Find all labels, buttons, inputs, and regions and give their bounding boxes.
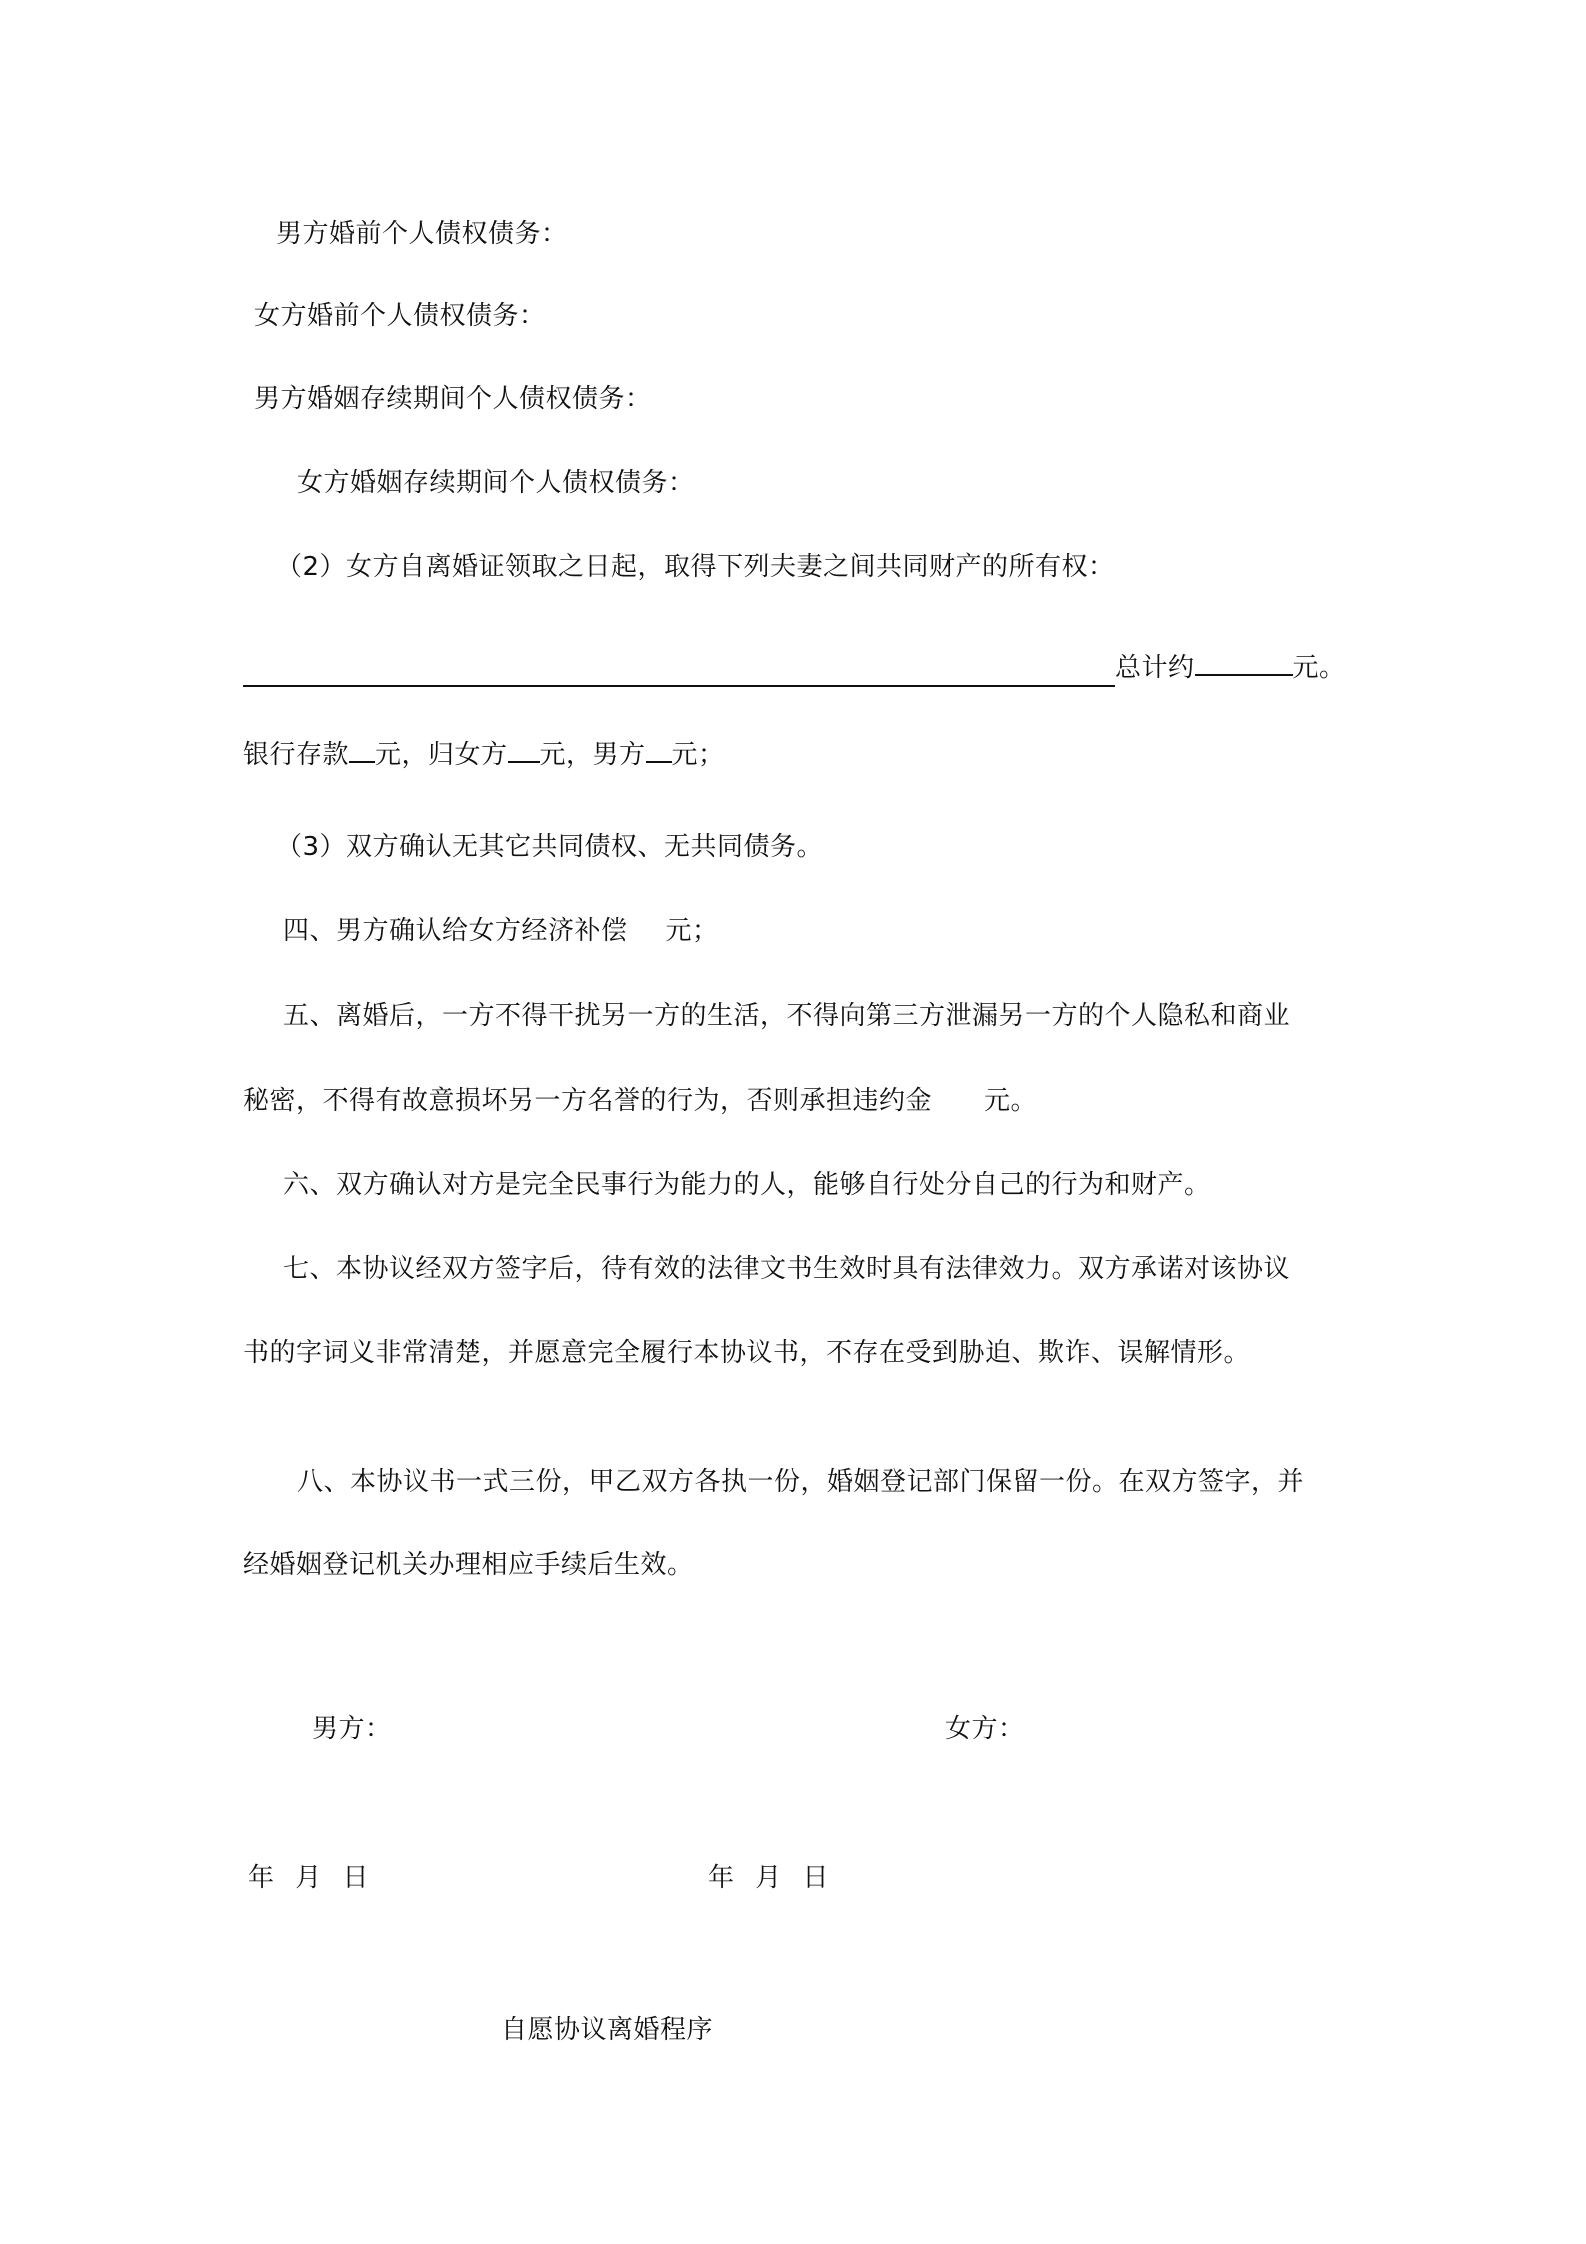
- female-signature-label: 女方：: [945, 1714, 1025, 1744]
- bank-deposit-unit3: 元；: [671, 740, 725, 770]
- next-section-title: 自愿协议离婚程序: [501, 2015, 714, 2045]
- total-label: 总计约: [1115, 653, 1195, 683]
- total-amount-blank: [1195, 648, 1293, 676]
- female-premarital-debts: 女方婚前个人债权债务：: [254, 301, 546, 331]
- male-premarital-debts: 男方婚前个人债权债务：: [276, 219, 568, 249]
- clause-5-unit: 元。: [984, 1086, 1038, 1116]
- total-unit: 元。: [1292, 653, 1346, 683]
- total-line: [1115, 648, 1346, 686]
- clause-2: （2）女方自离婚证领取之日起，取得下列夫妻之间共同财产的所有权：: [276, 552, 1115, 582]
- clause-8-line1: 八、本协议书一式三份，甲乙双方各执一份，婚姻登记部门保留一份。在双方签字，并: [297, 1467, 1305, 1497]
- male-marriage-debts: 男方婚姻存续期间个人债权债务：: [254, 384, 652, 414]
- clause-3: （3）双方确认无其它共同债权、无共同债务。: [276, 832, 824, 862]
- bank-deposit-blank: [349, 735, 375, 763]
- clause-8-line2: 经婚姻登记机关办理相应手续后生效。: [243, 1550, 694, 1580]
- clause-7-line2: 书的字词义非常清楚，并愿意完全履行本协议书，不存在受到胁迫、欺诈、误解情形。: [243, 1338, 1251, 1368]
- bank-deposit-label: 银行存款: [243, 740, 350, 770]
- female-marriage-debts: 女方婚姻存续期间个人债权债务：: [297, 468, 695, 498]
- bank-deposit-line: [243, 735, 725, 773]
- clause-5-line1: 五、离婚后，一方不得干扰另一方的生活，不得向第三方泄漏另一方的个人隐私和商业: [283, 1001, 1291, 1031]
- clause-4-text: 四、男方确认给女方经济补偿: [283, 916, 628, 946]
- bank-deposit-unit1: 元，归女方: [375, 740, 508, 770]
- male-share-blank: [646, 735, 672, 763]
- clause-7-line1: 七、本协议经双方签字后，待有效的法律文书生效时具有法律效力。双方承诺对该协议: [283, 1254, 1291, 1284]
- male-date: 年 月 日: [248, 1863, 370, 1893]
- clause-4-unit: 元；: [665, 916, 719, 946]
- clause-6: 六、双方确认对方是完全民事行为能力的人，能够自行处分自己的行为和财产。: [283, 1170, 1211, 1200]
- female-date: 年 月 日: [708, 1863, 830, 1893]
- clause-5-line2: [243, 1083, 1037, 1119]
- male-signature-label: 男方：: [312, 1714, 392, 1744]
- bank-deposit-unit2: 元，男方: [539, 740, 646, 770]
- property-list-blank: [243, 685, 1115, 687]
- female-share-blank: [508, 735, 540, 763]
- clause-4: [283, 913, 719, 949]
- clause-5-text: 秘密，不得有故意损坏另一方名誉的行为，否则承担违约金: [243, 1086, 933, 1116]
